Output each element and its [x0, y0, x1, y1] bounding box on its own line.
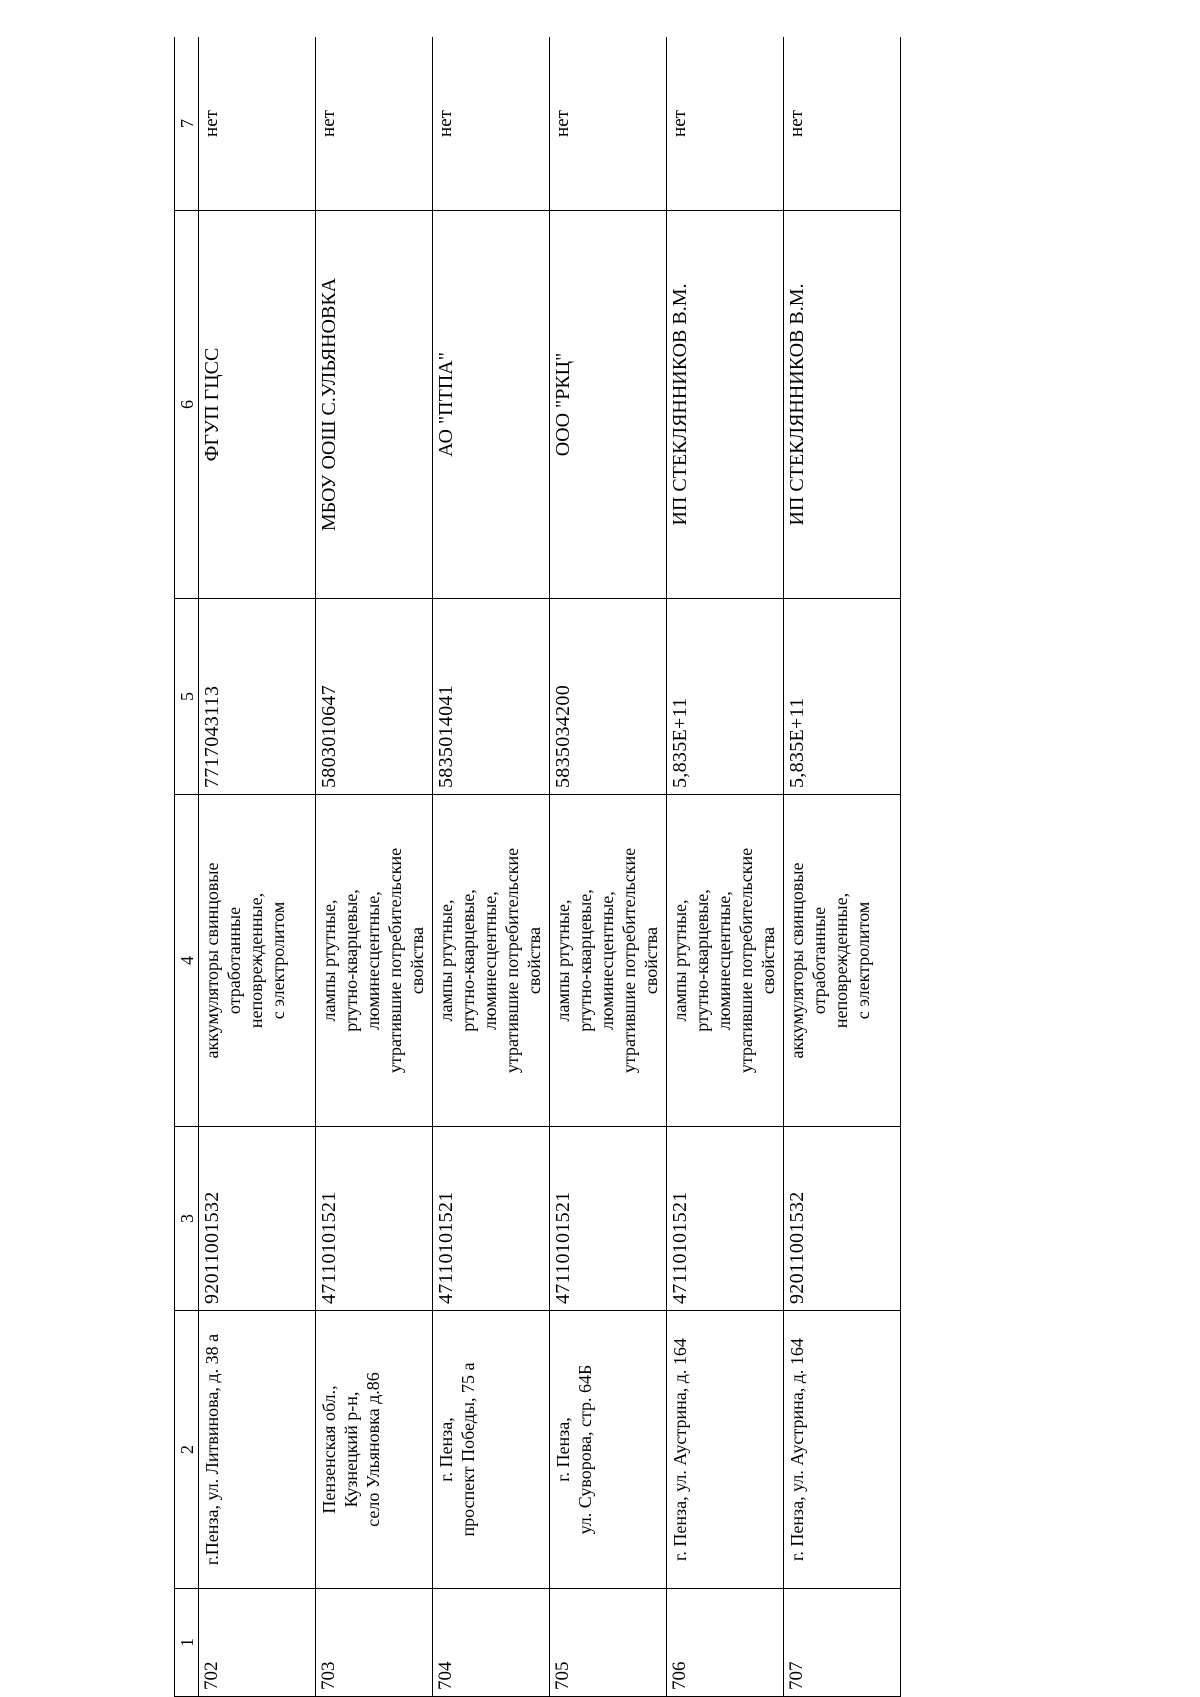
inn-cell: 5835014041 — [433, 599, 550, 795]
address-cell: Пензенская обл., Кузнецкий р-н, село Ульяновка д.86 — [316, 1311, 433, 1589]
rotated-page — [174, 37, 994, 1697]
header-cell-4: 4 — [175, 795, 199, 1127]
flag-cell: нет — [550, 37, 667, 211]
waste-code-cell: 47110101521 — [433, 1127, 550, 1311]
address-cell: г.Пенза, ул. Литвинова, д. 38 а — [199, 1311, 316, 1589]
address-cell: г. Пенза, проспект Победы, 75 а — [433, 1311, 550, 1589]
row-number: 706 — [667, 1589, 784, 1697]
table-row — [550, 37, 667, 1697]
waste-registry-table — [174, 37, 901, 1697]
header-cell-7: 7 — [175, 37, 199, 211]
header-cell-3: 3 — [175, 1127, 199, 1311]
waste-name-cell: аккумуляторы свинцовые отработанные неповрежденные, с электролитом — [784, 795, 901, 1127]
inn-cell: 5803010647 — [316, 599, 433, 795]
organization-cell: ИП СТЕКЛЯННИКОВ В.М. — [784, 211, 901, 599]
table-row — [784, 37, 901, 1697]
table-row — [316, 37, 433, 1697]
header-cell-2: 2 — [175, 1311, 199, 1589]
row-number: 705 — [550, 1589, 667, 1697]
header-cell-5: 5 — [175, 599, 199, 795]
inn-cell: 5,835E+11 — [667, 599, 784, 795]
table-row — [199, 37, 316, 1697]
address-cell: г. Пенза, ул. Суворова, стр. 64Б — [550, 1311, 667, 1589]
flag-cell: нет — [667, 37, 784, 211]
waste-name-cell: лампы ртутные, ртутно-кварцевые, люминесцентные, утратившие потребительские свойства — [550, 795, 667, 1127]
waste-name-cell: аккумуляторы свинцовые отработанные неповрежденные, с электролитом — [199, 795, 316, 1127]
address-cell: г. Пенза, ул. Аустрина, д. 164 — [667, 1311, 784, 1589]
waste-code-cell: 92011001532 — [784, 1127, 901, 1311]
waste-name-cell: лампы ртутные, ртутно-кварцевые, люминесцентные, утратившие потребительские свойства — [667, 795, 784, 1127]
organization-cell: ФГУП ГЦСС — [199, 211, 316, 599]
waste-name-cell: лампы ртутные, ртутно-кварцевые, люминесцентные, утратившие потребительские свойства — [316, 795, 433, 1127]
row-number: 702 — [199, 1589, 316, 1697]
header-cell-1: 1 — [175, 1589, 199, 1697]
waste-code-cell: 47110101521 — [667, 1127, 784, 1311]
flag-cell: нет — [199, 37, 316, 211]
header-row — [175, 37, 199, 1697]
flag-cell: нет — [433, 37, 550, 211]
organization-cell: АО "ПТПА" — [433, 211, 550, 599]
table-row — [433, 37, 550, 1697]
table-container — [174, 37, 994, 1697]
row-number: 703 — [316, 1589, 433, 1697]
organization-cell: ООО "РКЦ" — [550, 211, 667, 599]
row-number: 704 — [433, 1589, 550, 1697]
waste-code-cell: 47110101521 — [316, 1127, 433, 1311]
address-cell: г. Пенза, ул. Аустрина, д. 164 — [784, 1311, 901, 1589]
flag-cell: нет — [784, 37, 901, 211]
organization-cell: ИП СТЕКЛЯННИКОВ В.М. — [667, 211, 784, 599]
table-row — [667, 37, 784, 1697]
inn-cell: 5,835E+11 — [784, 599, 901, 795]
waste-name-cell: лампы ртутные, ртутно-кварцевые, люминесцентные, утратившие потребительские свойства — [433, 795, 550, 1127]
row-number: 707 — [784, 1589, 901, 1697]
organization-cell: МБОУ ООШ С.УЛЬЯНОВКА — [316, 211, 433, 599]
waste-code-cell: 92011001532 — [199, 1127, 316, 1311]
inn-cell: 7717043113 — [199, 599, 316, 795]
flag-cell: нет — [316, 37, 433, 211]
header-cell-6: 6 — [175, 211, 199, 599]
waste-code-cell: 47110101521 — [550, 1127, 667, 1311]
inn-cell: 5835034200 — [550, 599, 667, 795]
